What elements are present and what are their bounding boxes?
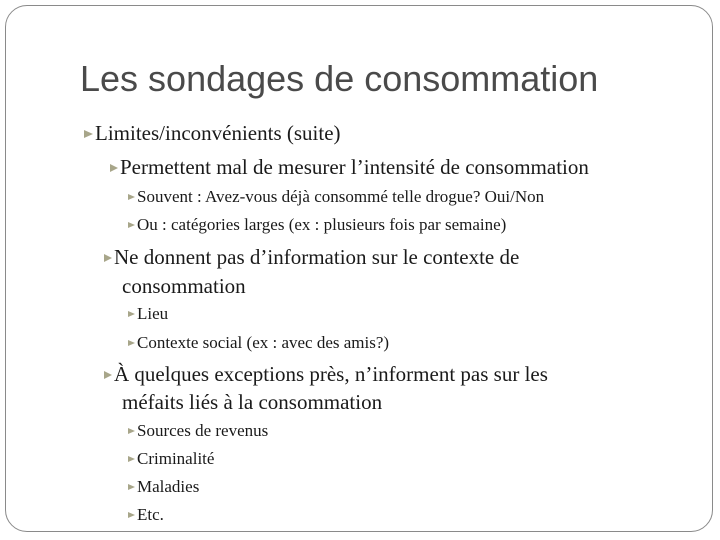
slide-title: Les sondages de consommation: [80, 58, 599, 99]
bullet-text: Contexte social (ex : avec des amis?): [137, 333, 390, 352]
bullet-text: Etc.: [137, 505, 164, 524]
bullet-revenus: [128, 421, 268, 441]
bullet-contexte-cont: consommation: [122, 274, 246, 298]
bullet-text: Sources de revenus: [137, 421, 269, 440]
bullet-text: Criminalité: [137, 449, 215, 468]
bullet-icon: [128, 428, 135, 434]
bullet-intensite: [110, 155, 589, 180]
bullet-criminalite: [128, 449, 214, 469]
bullet-icon: [128, 194, 135, 200]
bullet-icon: [84, 130, 93, 138]
bullet-souvent: [128, 187, 544, 207]
bullet-text: À quelques exceptions près, n’informent pas sur les: [114, 362, 548, 386]
bullet-lieu: [128, 304, 168, 324]
bullet-icon: [128, 222, 135, 228]
bullet-exceptions: [104, 362, 548, 387]
bullet-exceptions-cont: méfaits liés à la consommation: [122, 390, 383, 414]
bullet-text: Ne donnent pas d’information sur le contexte de: [114, 245, 520, 269]
bullet-icon: [110, 164, 118, 172]
bullet-limites: [84, 121, 341, 146]
bullet-text: Ou : catégories larges (ex : plusieurs fois par semaine): [137, 215, 507, 234]
bullet-text: Souvent : Avez-vous déjà consommé telle drogue? Oui/Non: [137, 187, 545, 206]
bullet-icon: [104, 254, 112, 262]
bullet-icon: [128, 456, 135, 462]
bullet-icon: [128, 311, 135, 317]
bullet-icon: [128, 340, 135, 346]
bullet-icon: [128, 484, 135, 490]
bullet-etc: [128, 505, 164, 525]
bullet-text: Limites/inconvénients (suite): [95, 121, 341, 145]
bullet-text: Lieu: [137, 304, 169, 323]
bullet-text: Maladies: [137, 477, 200, 496]
bullet-icon: [104, 371, 112, 379]
bullet-text: Permettent mal de mesurer l’intensité de consommation: [120, 155, 589, 179]
bullet-ou: [128, 215, 506, 235]
bullet-maladies: [128, 477, 199, 497]
bullet-icon: [128, 512, 135, 518]
bullet-contexte-social: [128, 333, 389, 353]
bullet-contexte: [104, 245, 519, 270]
